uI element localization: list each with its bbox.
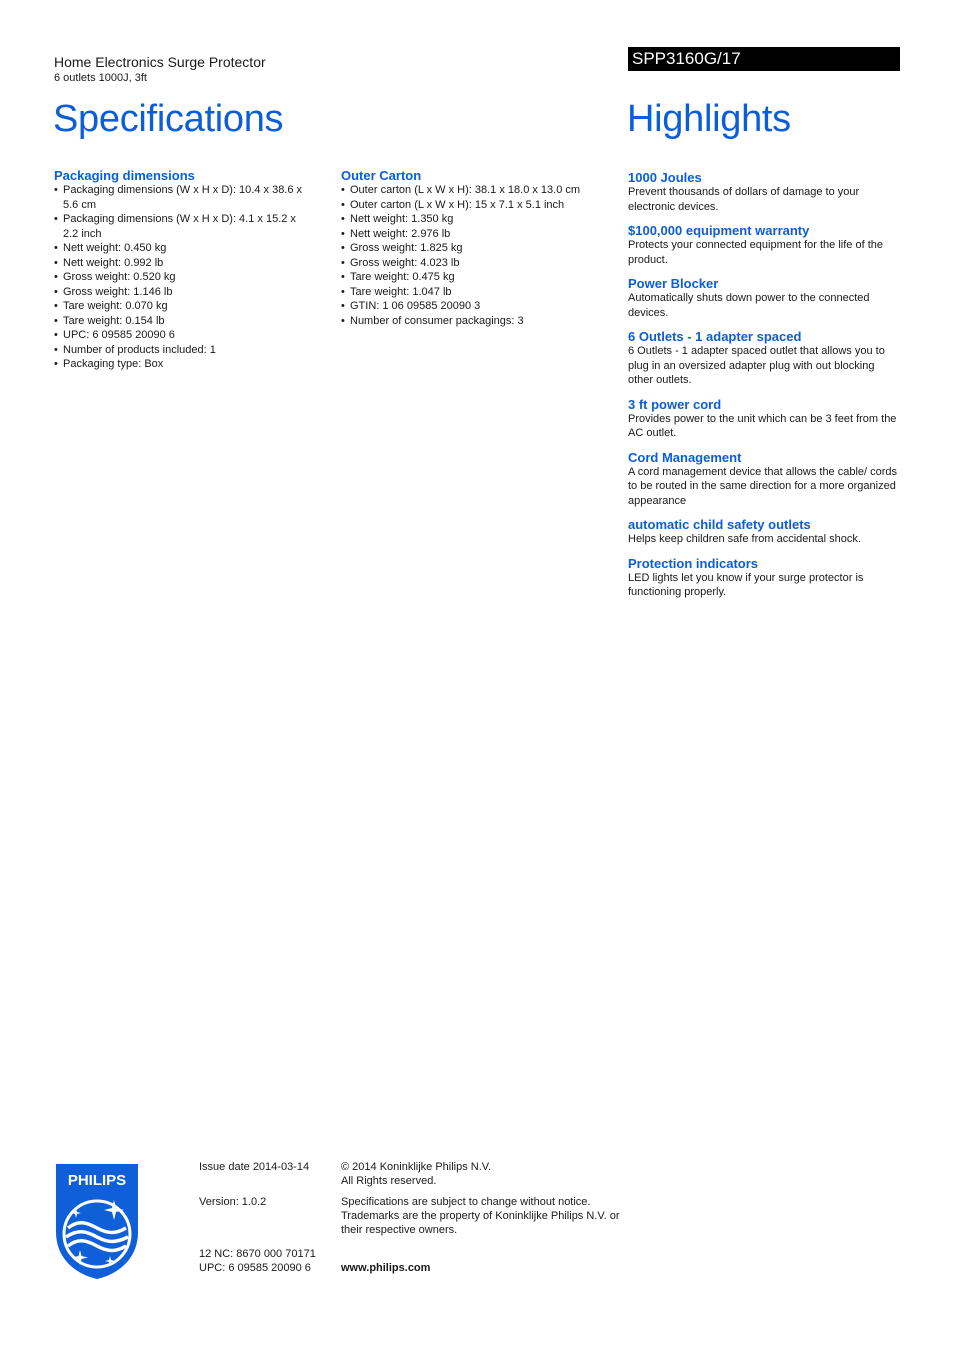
- spec-item: • GTIN: 1 06 09585 20090 3: [341, 299, 611, 314]
- highlight-item: [628, 276, 900, 320]
- highlight-description: Provides power to the unit which can be 3 feet from the AC outlet.: [628, 412, 897, 439]
- legal-notice: Specifications are subject to change without notice. Trademarks are the property of Koninklijke Philips N.V. or their respective owners.: [341, 1196, 620, 1236]
- spec-item: • Outer carton (L x W x H): 15 x 7.1 x 5.1 inch: [341, 198, 611, 213]
- spec-item: • Nett weight: 2.976 lb: [341, 227, 611, 242]
- highlights-title: Highlights: [627, 98, 791, 140]
- philips-shield-logo: [54, 1162, 140, 1280]
- highlight-item: [628, 329, 900, 388]
- product-codes: [199, 1247, 316, 1275]
- specifications-title: Specifications: [53, 98, 284, 140]
- highlight-item: [628, 223, 900, 267]
- highlight-item: [628, 517, 900, 547]
- highlight-description: LED lights let you know if your surge protector is functioning properly.: [628, 571, 864, 598]
- highlight-title: Power Blocker: [628, 276, 719, 291]
- spec-item: • Packaging dimensions (W x H x D): 4.1 x 15.2 x 2.2 inch: [54, 212, 304, 241]
- website-link[interactable]: www.philips.com: [341, 1262, 431, 1274]
- rights-reserved: All Rights reserved.: [341, 1175, 437, 1187]
- highlight-description: Automatically shuts down power to the connected devices.: [628, 292, 870, 319]
- spec-item: • Number of products included: 1: [54, 343, 304, 358]
- spec-item: • Tare weight: 0.154 lb: [54, 314, 304, 329]
- highlight-title: automatic child safety outlets: [628, 517, 811, 532]
- highlight-item: [628, 397, 900, 441]
- spec-item: • Gross weight: 0.520 kg: [54, 270, 304, 285]
- copyright: © 2014 Koninklijke Philips N.V.: [341, 1161, 492, 1173]
- outer-carton-list: [341, 183, 611, 328]
- spec-item: • Tare weight: 1.047 lb: [341, 285, 611, 300]
- spec-item: • Tare weight: 0.070 kg: [54, 299, 304, 314]
- spec-item: • Nett weight: 1.350 kg: [341, 212, 611, 227]
- spec-item: • Outer carton (L x W x H): 38.1 x 18.0 x 13.0 cm: [341, 183, 611, 198]
- highlight-title: Cord Management: [628, 449, 742, 465]
- product-name: Home Electronics Surge Protector: [54, 54, 266, 70]
- spec-item: • Nett weight: 0.992 lb: [54, 256, 304, 271]
- highlight-item: [628, 170, 900, 214]
- spec-item: • Nett weight: 0.450 kg: [54, 241, 304, 256]
- philips-shield-icon: [54, 1162, 140, 1280]
- highlight-title: 1000 Joules: [628, 170, 702, 185]
- packaging-dimensions-heading: Packaging dimensions: [54, 168, 195, 183]
- highlight-description: A cord management device that allows the cable/ cords to be routed in the same direction for a more organized appearance: [628, 465, 898, 507]
- highlight-description: Prevent thousands of dollars of damage to your electronic devices.: [628, 186, 860, 213]
- nc-code: 12 NC: 8670 000 70171: [199, 1248, 316, 1260]
- highlight-description: Protects your connected equipment for the life of the product.: [628, 239, 883, 266]
- outer-carton-section: [341, 168, 611, 328]
- copyright-block: [341, 1160, 621, 1188]
- highlight-title: 6 Outlets - 1 adapter spaced: [628, 329, 802, 344]
- highlight-item: [628, 450, 900, 509]
- highlight-title: Protection indicators: [628, 555, 759, 571]
- product-subtitle: 6 outlets 1000J, 3ft: [54, 72, 147, 84]
- model-number-bar: SPP3160G/17: [628, 47, 900, 71]
- spec-item: • UPC: 6 09585 20090 6: [54, 328, 304, 343]
- logo-wordmark: PHILIPS: [67, 1172, 127, 1189]
- spec-item: • Packaging dimensions (W x H x D): 10.4 x 38.6 x 5.6 cm: [54, 183, 304, 212]
- spec-item: • Number of consumer packagings: 3: [341, 314, 611, 329]
- outer-carton-heading: Outer Carton: [341, 168, 422, 183]
- highlight-item: [628, 556, 900, 600]
- spec-item: • Packaging type: Box: [54, 357, 304, 372]
- upc-code: UPC: 6 09585 20090 6: [199, 1262, 311, 1274]
- packaging-dimensions-list: [54, 183, 304, 372]
- spec-item: • Gross weight: 4.023 lb: [341, 256, 611, 271]
- highlights-list: [628, 170, 900, 609]
- highlight-title: $100,000 equipment warranty: [628, 223, 810, 238]
- highlight-description: 6 Outlets - 1 adapter spaced outlet that allows you to plug in an oversized adapter plug with out blocking other outlets.: [628, 345, 885, 386]
- highlight-description: Helps keep children safe from accidental shock.: [628, 533, 861, 545]
- packaging-dimensions-section: [54, 168, 304, 372]
- spec-item: • Gross weight: 1.825 kg: [341, 241, 611, 256]
- version: Version: 1.0.2: [199, 1196, 267, 1208]
- highlight-title: 3 ft power cord: [628, 396, 722, 412]
- issue-date: Issue date 2014-03-14: [199, 1161, 310, 1173]
- spec-item: • Gross weight: 1.146 lb: [54, 285, 304, 300]
- spec-item: • Tare weight: 0.475 kg: [341, 270, 611, 285]
